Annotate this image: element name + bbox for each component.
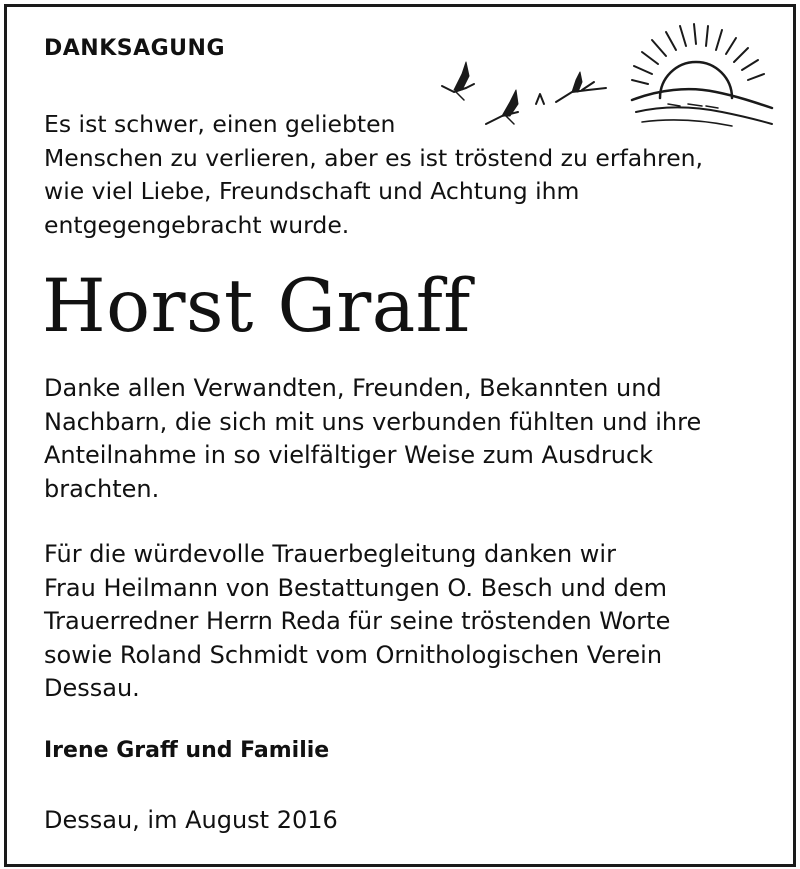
paragraph-line: Danke allen Verwandten, Freunden, Bekannten und (44, 374, 662, 402)
funeral-thanks-paragraph (44, 538, 764, 706)
paragraph-line: Frau Heilmann von Bestattungen O. Besch und dem (44, 573, 668, 602)
paragraph-line: Trauerredner Herrn Reda für seine tröstenden Worte (44, 607, 671, 635)
intro-line: entgegengebracht wurde. (44, 210, 350, 239)
signature: Irene Graff und Familie (44, 738, 330, 763)
deceased-name: Horst Graff (42, 264, 471, 349)
thanks-paragraph (44, 372, 764, 506)
paragraph-line: Nachbarn, die sich mit uns verbunden fühlten und ihre (44, 407, 702, 436)
intro-line: Es ist schwer, einen geliebten (44, 110, 396, 138)
intro-line: wie viel Liebe, Freundschaft und Achtung ihm (44, 177, 580, 205)
paragraph-line: brachten. (44, 474, 160, 503)
paragraph-line: Für die würdevolle Trauerbegleitung danken wir (44, 540, 616, 568)
intro-text (44, 108, 764, 242)
paragraph-line: sowie Roland Schmidt vom Ornithologischen Verein (44, 640, 663, 669)
intro-line: Menschen zu verlieren, aber es ist tröstend zu erfahren, (44, 143, 704, 172)
notice-heading: DANKSAGUNG (44, 36, 226, 61)
flying-bird-icon (556, 72, 606, 102)
place-and-date: Dessau, im August 2016 (44, 806, 338, 834)
flying-bird-icon (442, 62, 474, 100)
paragraph-line: Anteilnahme in so vielfältiger Weise zum Ausdruck (44, 441, 654, 469)
paragraph-line: Dessau. (44, 674, 140, 702)
